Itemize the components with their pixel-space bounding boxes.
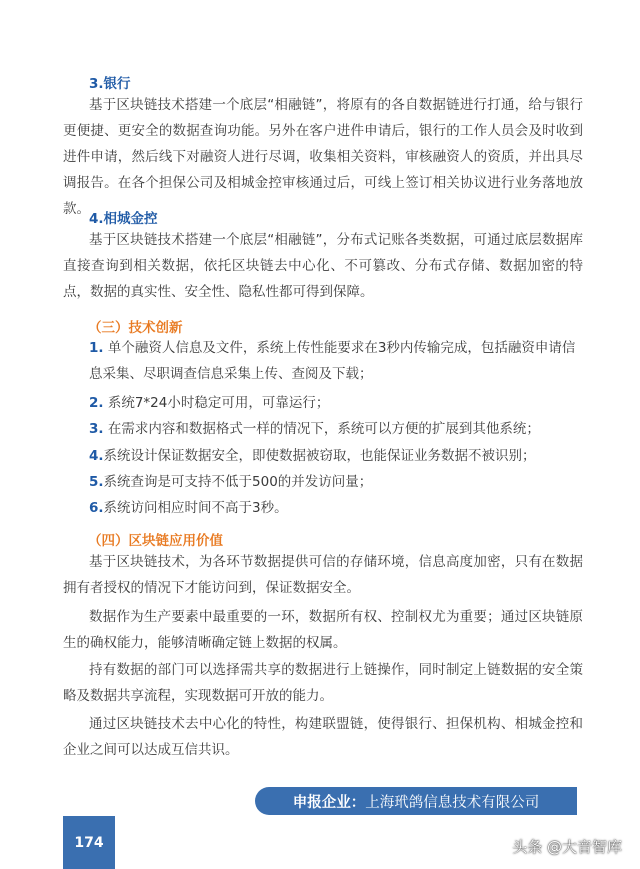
heading-jinkong: 4.相城金控 xyxy=(89,211,158,227)
item-text: 系统查询是可支持不低于500的并发访问量； xyxy=(103,474,373,490)
company-name: 上海玳鸽信息技术有限公司 xyxy=(365,794,540,811)
paragraph-bank: 基于区块链技术搭建一个底层“相融链”，将原有的各自数据链进行打通，给与银行更便捷、更安全的数据查询功能。另外在客户进件申请后，银行的工作人员会及时收到进件申请，然后线下对融资人进行尽调，收集相关资料，审核融资人的资质，并出具尽调报告。在各个担保公司及相城金控审核通过后，可线上签订相关协议进行业务落地放款。 xyxy=(63,97,583,217)
company-banner xyxy=(255,787,577,815)
item-number: 4. xyxy=(89,448,104,464)
item-number: 3. xyxy=(89,421,104,437)
item-text: 系统访问相应时间不高于3秒。 xyxy=(103,500,288,516)
page-number-box xyxy=(63,816,115,869)
item-number: 6. xyxy=(89,500,104,516)
paragraph-value: 基于区块链技术，为各环节数据提供可信的存储环境，信息高度加密，只有在数据拥有者授权的情况下才能访问到，保证数据安全。 xyxy=(63,554,583,596)
company-label: 申报企业： xyxy=(292,794,366,811)
heading-innovation: （三）技术创新 xyxy=(88,320,183,336)
paragraph-value: 通过区块链技术去中心化的特性，构建联盟链，使得银行、担保机构、相城金控和企业之间可以达成互信共识。 xyxy=(63,716,583,758)
item-text: 单个融资人信息及文件，系统上传性能要求在3秒内传输完成，包括融资申请信息采集、尽职调查信息采集上传、查阅及下载； xyxy=(89,340,576,382)
page-number: 174 xyxy=(74,834,104,851)
item-number: 5. xyxy=(89,474,104,490)
innovation-item xyxy=(89,469,583,495)
watermark: 头条 @大音智库 xyxy=(512,838,622,856)
paragraph-value: 数据作为生产要素中最重要的一环，数据所有权、控制权尤为重要；通过区块链原生的确权能力，能够清晰确定链上数据的权属。 xyxy=(63,609,583,651)
innovation-item xyxy=(89,335,583,387)
heading-value: （四）区块链应用价值 xyxy=(88,533,223,549)
paragraph-value: 持有数据的部门可以选择需共享的数据进行上链操作，同时制定上链数据的安全策略及数据共享流程，实现数据可开放的能力。 xyxy=(63,662,583,704)
item-number: 1. xyxy=(89,340,104,356)
item-text: 系统7*24小时稳定可用，可靠运行； xyxy=(103,395,330,411)
paragraph-jinkong: 基于区块链技术搭建一个底层“相融链”，分布式记账各类数据，可通过底层数据库直接查询到相关数据，依托区块链去中心化、不可篡改、分布式存储、数据加密的特点，数据的真实性、安全性、隐私性都可得到保障。 xyxy=(63,232,583,300)
item-text: 在需求内容和数据格式一样的情况下，系统可以方便的扩展到其他系统； xyxy=(103,421,540,437)
innovation-item xyxy=(89,416,583,442)
item-number: 2. xyxy=(89,395,104,411)
innovation-item xyxy=(89,495,583,521)
innovation-item xyxy=(89,390,583,416)
innovation-item xyxy=(89,443,583,469)
item-text: 系统设计保证数据安全，即使数据被窃取，也能保证业务数据不被识别； xyxy=(103,448,536,464)
heading-bank: 3.银行 xyxy=(89,76,131,92)
